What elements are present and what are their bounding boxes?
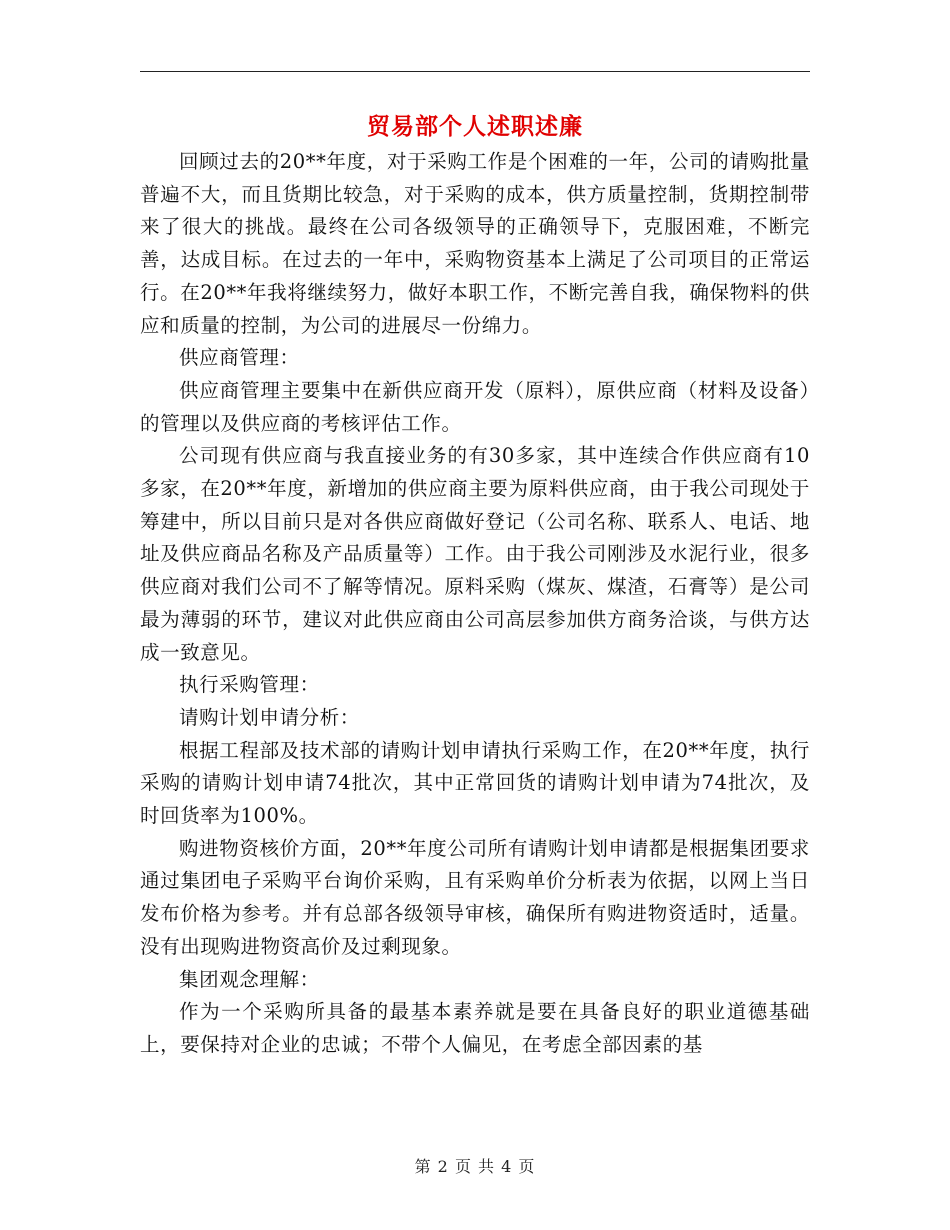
document-title: 贸易部个人述职述廉	[367, 113, 583, 140]
paragraph-review: 回顾过去的20**年度，对于采购工作是个困难的一年，公司的请购批量普遍不大，而且货期比较急，对于采购的成本，供方质量控制，货期控制带来了很大的挑战。最终在公司各级领导的正确领导下，克服困难，不断完善，达成目标。在过去的一年中，采购物资基本上满足了公司项目的正常运行。在20**年我将继续努力，做好本职工作，不断完善自我，确保物料的供应和质量的控制，为公司的进展尽一份绵力。	[140, 150, 810, 337]
paragraph-supplier-focus: 供应商管理主要集中在新供应商开发（原料），原供应商（材料及设备）的管理以及供应商的考核评估工作。	[140, 378, 810, 435]
paragraph-professional-ethics: 作为一个采购所具备的最基本素养就是要在具备良好的职业道德基础上，要保持对企业的忠诚；不带个人偏见，在考虑全部因素的基	[140, 1000, 810, 1056]
page-footer: 第 2 页 共 4 页	[414, 1157, 536, 1176]
header-rule	[140, 71, 810, 72]
document-body	[140, 146, 810, 1062]
paragraph-requisition-stats: 根据工程部及技术部的请购计划申请执行采购工作，在20**年度，执行采购的请购计划申请74批次，其中正常回货的请购计划申请为74批次，及时回货率为100%。	[140, 738, 810, 828]
heading-requisition-analysis: 请购计划申请分析：	[179, 705, 360, 729]
paragraph-supplier-status: 公司现有供应商与我直接业务的有30多家，其中连续合作供应商有10多家，在20**年度，新增加的供应商主要为原料供应商，由于我公司现处于筹建中，所以目前只是对各供应商做好登记（公司名称、联系人、电话、地址及供应商品名称及产品质量等）工作。由于我公司刚涉及水泥行业，很多供应商对我们公司不了解等情况。原料采购（煤灰、煤渣，石膏等）是公司最为薄弱的环节，建议对此供应商由公司高层参加供方商务洽谈，与供方达成一致意见。	[140, 444, 810, 664]
heading-procurement-execution: 执行采购管理：	[179, 673, 320, 697]
paragraph-price-verification: 购进物资核价方面，20**年度公司所有请购计划申请都是根据集团要求通过集团电子采购平台询价采购，且有采购单价分析表为依据，以网上当日发布价格为参考。并有总部各级领导审核，确保所有购进物资适时，适量。没有出现购进物资高价及过剩现象。	[140, 836, 810, 958]
heading-supplier-management: 供应商管理：	[179, 346, 300, 370]
heading-group-concept: 集团观念理解：	[179, 967, 320, 991]
